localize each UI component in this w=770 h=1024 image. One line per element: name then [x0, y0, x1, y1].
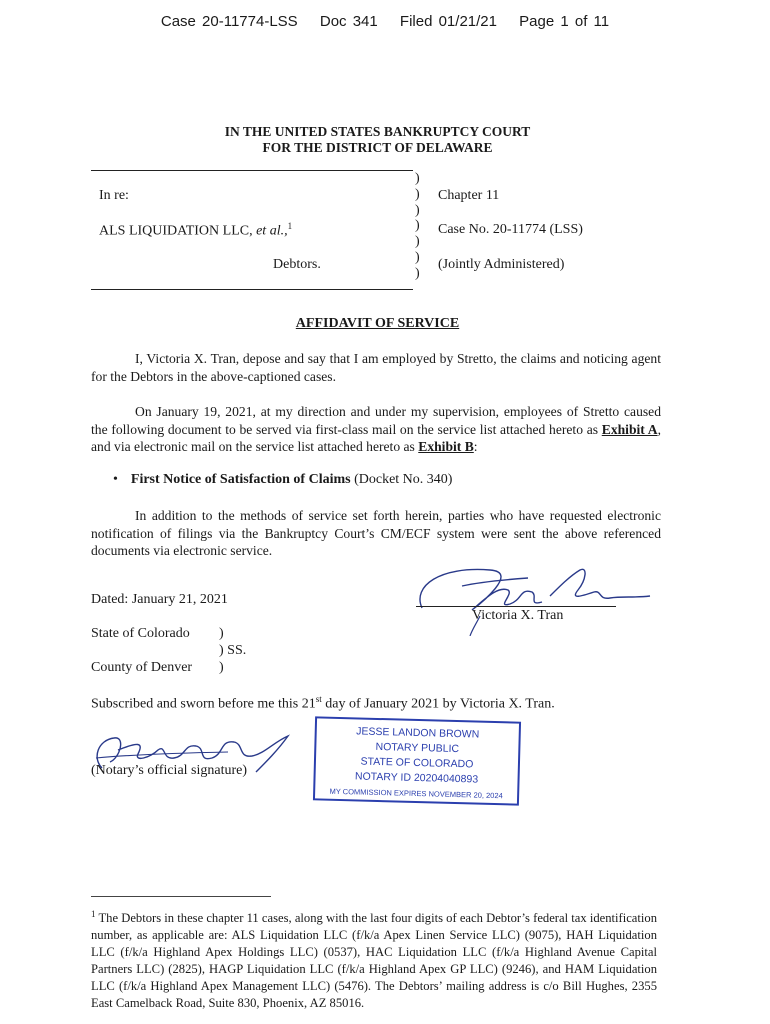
- venue-paren-2: ): [219, 660, 224, 675]
- footnote: [91, 906, 657, 1012]
- footnote-rule: [91, 896, 271, 897]
- et-al: et al.,: [256, 223, 288, 239]
- bullet-dot: •: [113, 472, 118, 487]
- dated-line: Dated: January 21, 2021: [91, 592, 228, 607]
- caption-top-rule: [91, 170, 413, 171]
- court-title-line2: FOR THE DISTRICT OF DELAWARE: [262, 140, 493, 155]
- paragraph-employment: I, Victoria X. Tran, depose and say that I am employed by Stretto, the claims and noticing agent for the Debtors in the above-captioned cases.: [91, 351, 661, 384]
- caption-bottom-rule: [91, 289, 413, 290]
- footnote-ref: 1: [287, 221, 293, 231]
- affiant-signature: [410, 556, 660, 636]
- notary-signature-label: (Notary’s official signature): [91, 763, 248, 778]
- case-number-header: Case 20-11774-LSS: [160, 13, 298, 30]
- page-number-header: Page 1 of 11: [519, 13, 610, 30]
- venue-ss: ) SS.: [219, 643, 247, 658]
- document-title: First Notice of Satisfaction of Claims: [130, 472, 351, 487]
- paragraph-service: [91, 403, 661, 456]
- debtor-name-text: ALS LIQUIDATION LLC,: [99, 223, 257, 239]
- stamp-state: STATE OF COLORADO: [360, 755, 474, 771]
- case-number: Case No. 20-11774 (LSS): [438, 222, 583, 237]
- sworn-superscript: st: [315, 694, 322, 704]
- notary-stamp: [313, 716, 521, 805]
- venue-county: County of Denver: [91, 660, 193, 675]
- chapter-label: Chapter 11: [438, 188, 500, 203]
- stamp-notary-name: JESSE LANDON BROWN: [356, 725, 480, 741]
- jointly-administered: (Jointly Administered): [438, 257, 565, 272]
- footnote-mark: 1: [91, 909, 96, 919]
- doc-number-header: Doc 341: [319, 13, 378, 30]
- footnote-text: The Debtors in these chapter 11 cases, along with the last four digits of each Debtor’s federal tax identification number, as applicable are: ALS Liquidation LLC (f/k/a Apex Linen Service LLC) (9075), HAH Liquidation LLC (f/k/a Highland Apex Holdings LLC) (0537), HAC Liquidation LLC (f/k/a Highland Avenue Capital Partners LLC) (2825), HAGP Liquidation LLC (f/k/a Highland Apex GP LLC) (9246), and HAM Liquidation LLC (f/k/a Highland Apex Management LLC) (5476). The Debtors’ mailing address is c/o Bill Hughes, 2355 East Camelback Road, Suite 830, Phoenix, AZ 85016.: [91, 911, 657, 1011]
- venue-paren-1: ): [219, 626, 224, 641]
- court-title: [0, 124, 755, 156]
- affiant-name: Victoria X. Tran: [472, 608, 564, 623]
- sworn-text-1: Subscribed and sworn before me this 21: [91, 696, 316, 712]
- exhibit-a-ref: Exhibit A: [601, 421, 658, 437]
- debtor-name: [99, 221, 292, 240]
- debtors-label: Debtors.: [273, 257, 321, 272]
- in-re-label: In re:: [99, 188, 129, 203]
- service-text-1: On January 19, 2021, at my direction and under my supervision, employees of Stretto caused the following document to be served via first-class mail on the service list attached hereto as: [91, 404, 661, 437]
- caption-parentheses: ) ) ) ) ) ) ): [415, 171, 420, 281]
- service-text-2: , and via electronic mail on the service list attached hereto as: [91, 421, 661, 454]
- affiant-signature-line: [416, 606, 616, 607]
- stamp-notary-id: NOTARY ID 20204040893: [354, 770, 479, 786]
- exhibit-b-ref: Exhibit B: [418, 439, 474, 454]
- stamp-notary-title: NOTARY PUBLIC: [375, 740, 460, 756]
- bullet-item: [113, 472, 452, 488]
- service-text-3: :: [473, 439, 478, 454]
- sworn-statement: [91, 694, 555, 713]
- docket-number: (Docket No. 340): [350, 472, 453, 487]
- sworn-text-2: day of January 2021 by Victoria X. Tran.: [321, 696, 555, 712]
- filed-date-header: Filed 01/21/21: [399, 13, 497, 30]
- court-title-line1: IN THE UNITED STATES BANKRUPTCY COURT: [224, 124, 531, 139]
- stamp-expiration: MY COMMISSION EXPIRES NOVEMBER 20, 2024: [329, 786, 503, 801]
- paragraph-electronic: In addition to the methods of service set forth herein, parties who have requested electronic notification of filings via the Bankruptcy Court’s CM/ECF system were sent the above referenced documents via electronic service.: [91, 508, 661, 558]
- affidavit-title: AFFIDAVIT OF SERVICE: [295, 316, 460, 331]
- document-header: [0, 13, 770, 30]
- venue-state: State of Colorado: [91, 626, 190, 641]
